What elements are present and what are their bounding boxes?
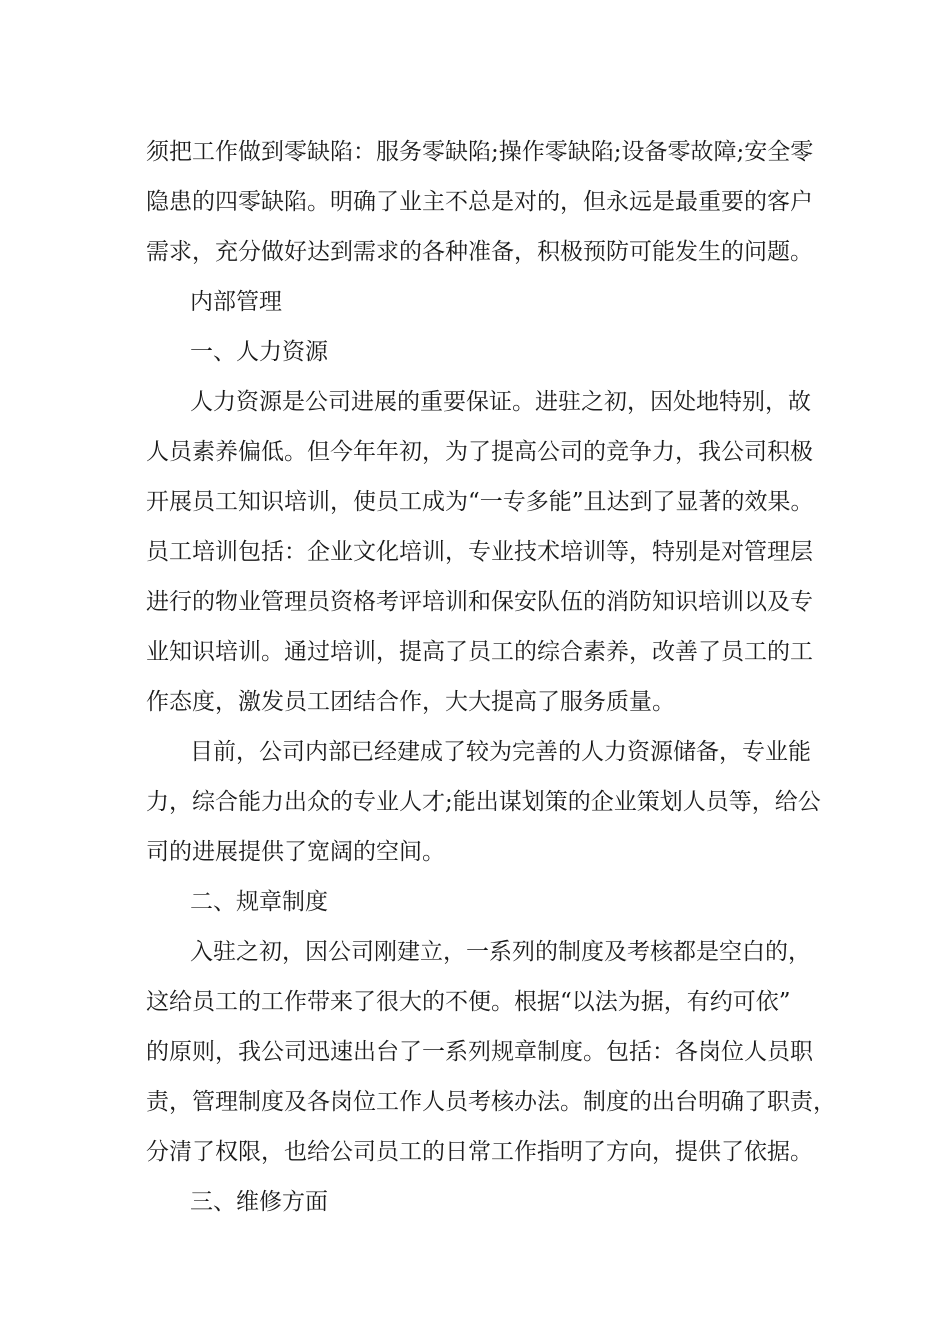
- text-line: 业知识培训。通过培训，提高了员工的综合素养，改善了员工的工: [146, 639, 813, 665]
- text-line: 分清了权限，也给公司员工的日常工作指明了方向，提供了依据。: [146, 1139, 813, 1165]
- text-line: 的原则，我公司迅速出台了一系列规章制度。包括：各岗位人员职: [146, 1039, 813, 1065]
- section-heading: 二、规章制度: [190, 889, 328, 915]
- section-heading: 三、维修方面: [190, 1189, 328, 1215]
- text-line: 这给员工的工作带来了很大的不便。根据“以法为据，有约可依”: [146, 989, 791, 1015]
- text-line: 员工培训包括：企业文化培训，专业技术培训等，特别是对管理层: [146, 539, 813, 565]
- text-line: 开展员工知识培训，使员工成为“一专多能”且达到了显著的效果。: [146, 489, 814, 515]
- text-line: 隐患的四零缺陷。明确了业主不总是对的，但永远是最重要的客户: [146, 189, 813, 215]
- text-line: 人力资源是公司进展的重要保证。进驻之初，因处地特别，故: [190, 389, 811, 415]
- section-heading: 一、人力资源: [190, 339, 328, 365]
- text-line: 司的进展提供了宽阔的空间。: [146, 839, 445, 865]
- text-line: 进行的物业管理员资格考评培训和保安队伍的消防知识培训以及专: [146, 589, 813, 615]
- text-line: 作态度，激发员工团结合作，大大提高了服务质量。: [146, 689, 675, 715]
- text-line: 目前，公司内部已经建成了较为完善的人力资源储备，专业能: [190, 739, 811, 765]
- text-line: 入驻之初，因公司刚建立，一系列的制度及考核都是空白的，: [190, 939, 811, 965]
- text-line: 人员素养偏低。但今年年初，为了提高公司的竞争力，我公司积极: [146, 439, 813, 465]
- text-line: 须把工作做到零缺陷：服务零缺陷;操作零缺陷;设备零故障;安全零: [146, 139, 814, 165]
- text-line: 力，综合能力出众的专业人才;能出谋划策的企业策划人员等，给公: [146, 789, 821, 815]
- text-line: 责，管理制度及各岗位工作人员考核办法。制度的出台明确了职责，: [146, 1089, 836, 1115]
- text-line: 需求，充分做好达到需求的各种准备，积极预防可能发生的问题。: [146, 239, 813, 265]
- section-heading: 内部管理: [190, 289, 282, 315]
